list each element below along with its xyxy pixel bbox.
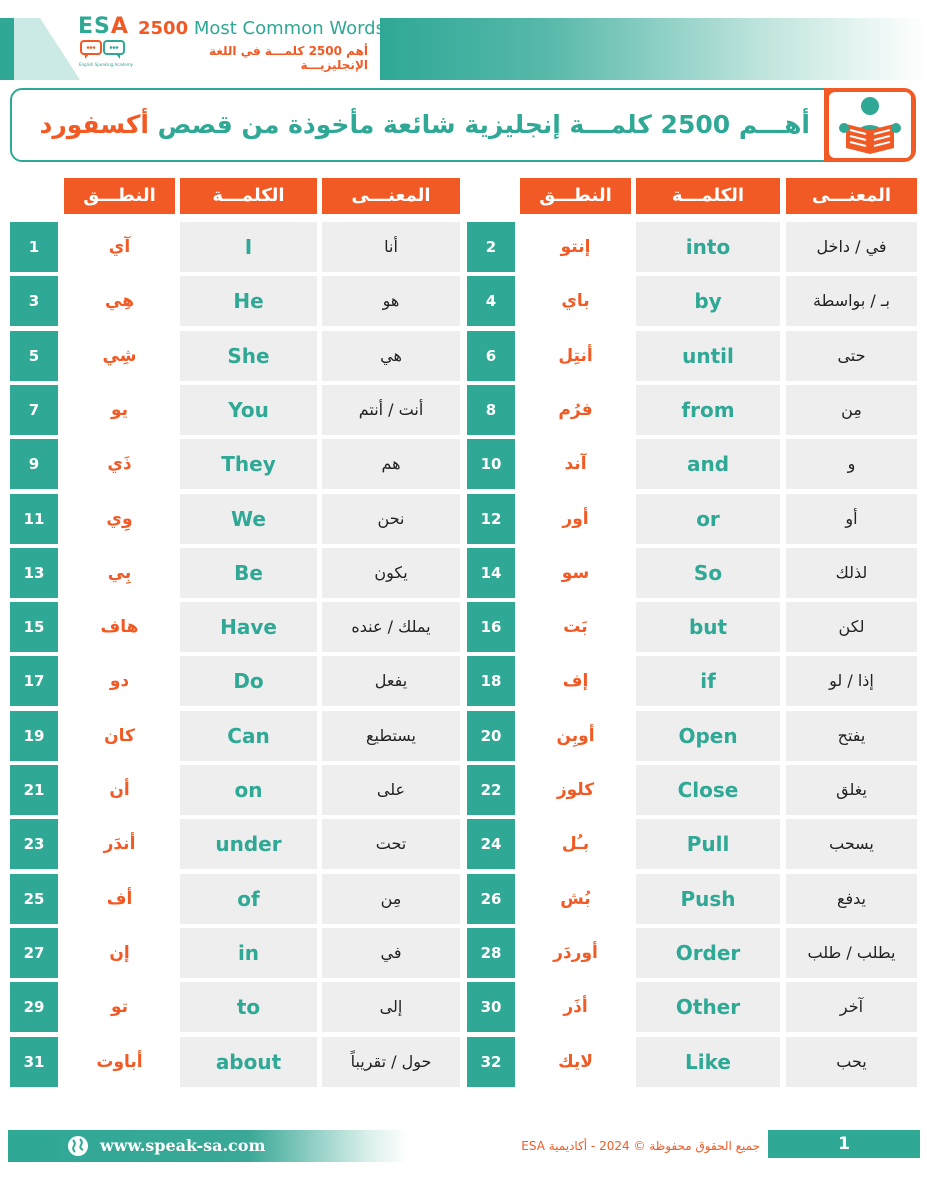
row-number: 12 — [467, 494, 515, 544]
header-title-en: 2500 Most Common Words — [138, 18, 385, 39]
row-meaning: تحت — [322, 819, 460, 869]
row-meaning: يكون — [322, 548, 460, 598]
row-meaning: إلى — [322, 982, 460, 1032]
row-pronunciation: آي — [64, 222, 175, 272]
row-meaning: أو — [786, 494, 917, 544]
row-number: 25 — [10, 874, 58, 924]
row-number: 8 — [467, 385, 515, 435]
row-meaning: يملك / عنده — [322, 602, 460, 652]
row-word: Other — [636, 982, 780, 1032]
row-meaning: هي — [322, 331, 460, 381]
row-meaning: بـ / بواسطة — [786, 276, 917, 326]
row-word: Push — [636, 874, 780, 924]
row-pronunciation: شِي — [64, 331, 175, 381]
row-meaning: يطلب / طلب — [786, 928, 917, 978]
row-word: about — [180, 1037, 317, 1087]
row-number: 32 — [467, 1037, 515, 1087]
header-meaning-left: المعنـــى — [322, 178, 460, 214]
header-pron-right: النطـــق — [520, 178, 631, 214]
row-pronunciation: إنتو — [520, 222, 631, 272]
row-meaning: في — [322, 928, 460, 978]
row-meaning: و — [786, 439, 917, 489]
row-number: 22 — [467, 765, 515, 815]
row-pronunciation: لايك — [520, 1037, 631, 1087]
row-number: 17 — [10, 656, 58, 706]
row-pronunciation: بـُل — [520, 819, 631, 869]
header-title-ar: أهم 2500 كلمـــة في اللغة الإنجليزيـــة — [208, 44, 368, 72]
row-word: You — [180, 385, 317, 435]
row-word: Be — [180, 548, 317, 598]
row-number: 6 — [467, 331, 515, 381]
row-pronunciation: دو — [64, 656, 175, 706]
row-number: 10 — [467, 439, 515, 489]
row-meaning: يغلق — [786, 765, 917, 815]
row-meaning: يسحب — [786, 819, 917, 869]
row-number: 30 — [467, 982, 515, 1032]
row-number: 5 — [10, 331, 58, 381]
row-word: if — [636, 656, 780, 706]
row-word: We — [180, 494, 317, 544]
row-pronunciation: أور — [520, 494, 631, 544]
row-meaning: آخر — [786, 982, 917, 1032]
row-number: 9 — [10, 439, 58, 489]
row-word: in — [180, 928, 317, 978]
logo-subtitle: English Speaking Academy — [78, 62, 134, 67]
row-word: of — [180, 874, 317, 924]
row-pronunciation: وِي — [64, 494, 175, 544]
row-number: 29 — [10, 982, 58, 1032]
row-number: 31 — [10, 1037, 58, 1087]
row-meaning: لذلك — [786, 548, 917, 598]
row-number: 24 — [467, 819, 515, 869]
row-word: Open — [636, 711, 780, 761]
row-pronunciation: بِي — [64, 548, 175, 598]
row-pronunciation: فرُم — [520, 385, 631, 435]
row-word: and — [636, 439, 780, 489]
row-number: 13 — [10, 548, 58, 598]
logo: ESA — [78, 14, 129, 39]
row-word: but — [636, 602, 780, 652]
row-pronunciation: أن — [64, 765, 175, 815]
row-pronunciation: بُش — [520, 874, 631, 924]
row-word: under — [180, 819, 317, 869]
row-word: So — [636, 548, 780, 598]
header-word-right: الكلمـــة — [636, 178, 780, 214]
row-pronunciation: أذَر — [520, 982, 631, 1032]
row-word: Can — [180, 711, 317, 761]
row-meaning: إذا / لو — [786, 656, 917, 706]
row-meaning: يدفع — [786, 874, 917, 924]
row-number: 19 — [10, 711, 58, 761]
row-number: 20 — [467, 711, 515, 761]
chat-bubbles-icon — [80, 40, 126, 60]
row-word: Pull — [636, 819, 780, 869]
row-number: 11 — [10, 494, 58, 544]
row-pronunciation: كلوز — [520, 765, 631, 815]
row-meaning: يفعل — [322, 656, 460, 706]
reading-person-icon — [836, 94, 904, 156]
row-pronunciation: باي — [520, 276, 631, 326]
row-word: Order — [636, 928, 780, 978]
row-number: 28 — [467, 928, 515, 978]
globe-icon — [66, 1134, 90, 1158]
footer-url[interactable]: www.speak-sa.com — [100, 1136, 266, 1155]
row-number: 23 — [10, 819, 58, 869]
row-number: 4 — [467, 276, 515, 326]
row-word: or — [636, 494, 780, 544]
row-word: She — [180, 331, 317, 381]
page-title: أهـــم 2500 كلمـــة إنجليزية شائعة مأخوذة من قصص أكسفورد — [39, 110, 810, 139]
row-number: 18 — [467, 656, 515, 706]
row-meaning: مِن — [786, 385, 917, 435]
row-word: from — [636, 385, 780, 435]
row-pronunciation: أباوت — [64, 1037, 175, 1087]
row-word: He — [180, 276, 317, 326]
row-meaning: هم — [322, 439, 460, 489]
row-meaning: هو — [322, 276, 460, 326]
row-word: Close — [636, 765, 780, 815]
row-meaning: حول / تقريباً — [322, 1037, 460, 1087]
row-pronunciation: يو — [64, 385, 175, 435]
row-pronunciation: سو — [520, 548, 631, 598]
row-pronunciation: أوبِن — [520, 711, 631, 761]
header-pron-left: النطـــق — [64, 178, 175, 214]
row-number: 14 — [467, 548, 515, 598]
row-word: Have — [180, 602, 317, 652]
row-meaning: يحب — [786, 1037, 917, 1087]
row-number: 7 — [10, 385, 58, 435]
row-pronunciation: ذَي — [64, 439, 175, 489]
row-word: to — [180, 982, 317, 1032]
header-meaning-right: المعنـــى — [786, 178, 917, 214]
row-word: I — [180, 222, 317, 272]
row-number: 3 — [10, 276, 58, 326]
row-number: 1 — [10, 222, 58, 272]
row-number: 2 — [467, 222, 515, 272]
row-word: on — [180, 765, 317, 815]
row-pronunciation: أنتِل — [520, 331, 631, 381]
row-pronunciation: آند — [520, 439, 631, 489]
row-meaning: على — [322, 765, 460, 815]
row-pronunciation: إف — [520, 656, 631, 706]
row-number: 16 — [467, 602, 515, 652]
row-meaning: لكن — [786, 602, 917, 652]
row-word: Like — [636, 1037, 780, 1087]
row-meaning: يستطيع — [322, 711, 460, 761]
header-band-right — [380, 18, 927, 80]
row-meaning: يفتح — [786, 711, 917, 761]
row-meaning: مِن — [322, 874, 460, 924]
footer-copyright: جميع الحقوق محفوظة © 2024 - أكاديمية ESA — [521, 1139, 760, 1153]
row-word: into — [636, 222, 780, 272]
header-word-left: الكلمـــة — [180, 178, 317, 214]
row-pronunciation: هاف — [64, 602, 175, 652]
row-word: until — [636, 331, 780, 381]
page-number: 1 — [768, 1130, 920, 1158]
row-pronunciation: أف — [64, 874, 175, 924]
row-meaning: نحن — [322, 494, 460, 544]
row-number: 26 — [467, 874, 515, 924]
row-pronunciation: كان — [64, 711, 175, 761]
row-number: 21 — [10, 765, 58, 815]
row-word: They — [180, 439, 317, 489]
row-pronunciation: أوردَر — [520, 928, 631, 978]
row-pronunciation: هِي — [64, 276, 175, 326]
row-meaning: أنت / أنتم — [322, 385, 460, 435]
row-pronunciation: بَت — [520, 602, 631, 652]
row-word: by — [636, 276, 780, 326]
row-number: 15 — [10, 602, 58, 652]
row-pronunciation: أندَر — [64, 819, 175, 869]
row-meaning: حتى — [786, 331, 917, 381]
row-meaning: في / داخل — [786, 222, 917, 272]
row-meaning: أنا — [322, 222, 460, 272]
row-word: Do — [180, 656, 317, 706]
row-pronunciation: إن — [64, 928, 175, 978]
row-number: 27 — [10, 928, 58, 978]
row-pronunciation: تو — [64, 982, 175, 1032]
